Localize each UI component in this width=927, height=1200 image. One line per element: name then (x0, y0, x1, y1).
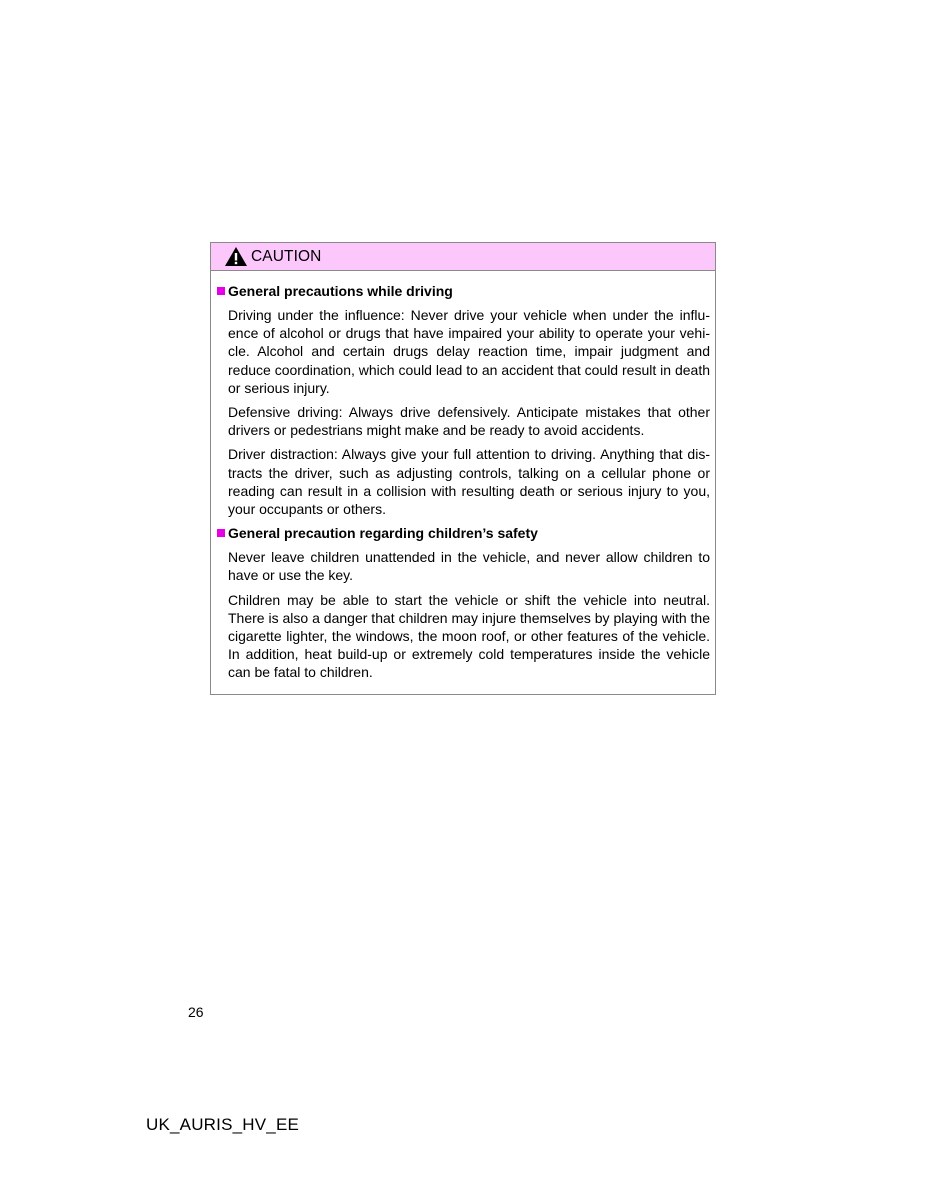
paragraph: Driver distraction: Always give your full attention to driving. Anything that dis-tracts the driver, such as adjusting controls, talking on a cellular phone or reading can result in a collision with resulting death or serious injury to you, your occupants or others. (228, 446, 710, 518)
paragraph: Children may be able to start the vehicle or shift the vehicle into neutral. There is also a danger that children may injure themselves by playing with the cigarette lighter, the windows, the moon roof, or other features of the vehicle. In addition, heat build-up or extremely cold temperatures inside the vehicle can be fatal to children. (228, 591, 710, 681)
caution-header (211, 243, 715, 271)
paragraph: Never leave children unattended in the vehicle, and never allow children to have or use the key. (228, 549, 710, 584)
caution-title: CAUTION (251, 247, 322, 265)
bullet-square-icon (217, 287, 225, 295)
section-heading-text: General precautions while driving (228, 283, 453, 299)
footer-code: UK_AURIS_HV_EE (146, 1115, 300, 1134)
bullet-square-icon (217, 529, 225, 537)
warning-triangle-icon (224, 246, 251, 267)
caution-box (210, 242, 716, 695)
paragraph: Defensive driving: Always drive defensively. Anticipate mistakes that other drivers or pedestrians might make and be ready to avoid accidents. (228, 404, 710, 439)
section-heading-children (217, 524, 710, 542)
paragraph: Driving under the influence: Never drive your vehicle when under the influ-ence of alcohol or drugs that have impaired your ability to operate your vehi-cle. Alcohol and certain drugs delay reaction time, impair judgment and reduce coordination, which could lead to an accident that could result in death or serious injury. (228, 307, 710, 396)
section-heading-text: General precaution regarding children’s safety (228, 525, 538, 542)
caution-body (211, 271, 715, 682)
section-heading-driving (217, 282, 710, 300)
page-number: 26 (188, 1004, 204, 1020)
